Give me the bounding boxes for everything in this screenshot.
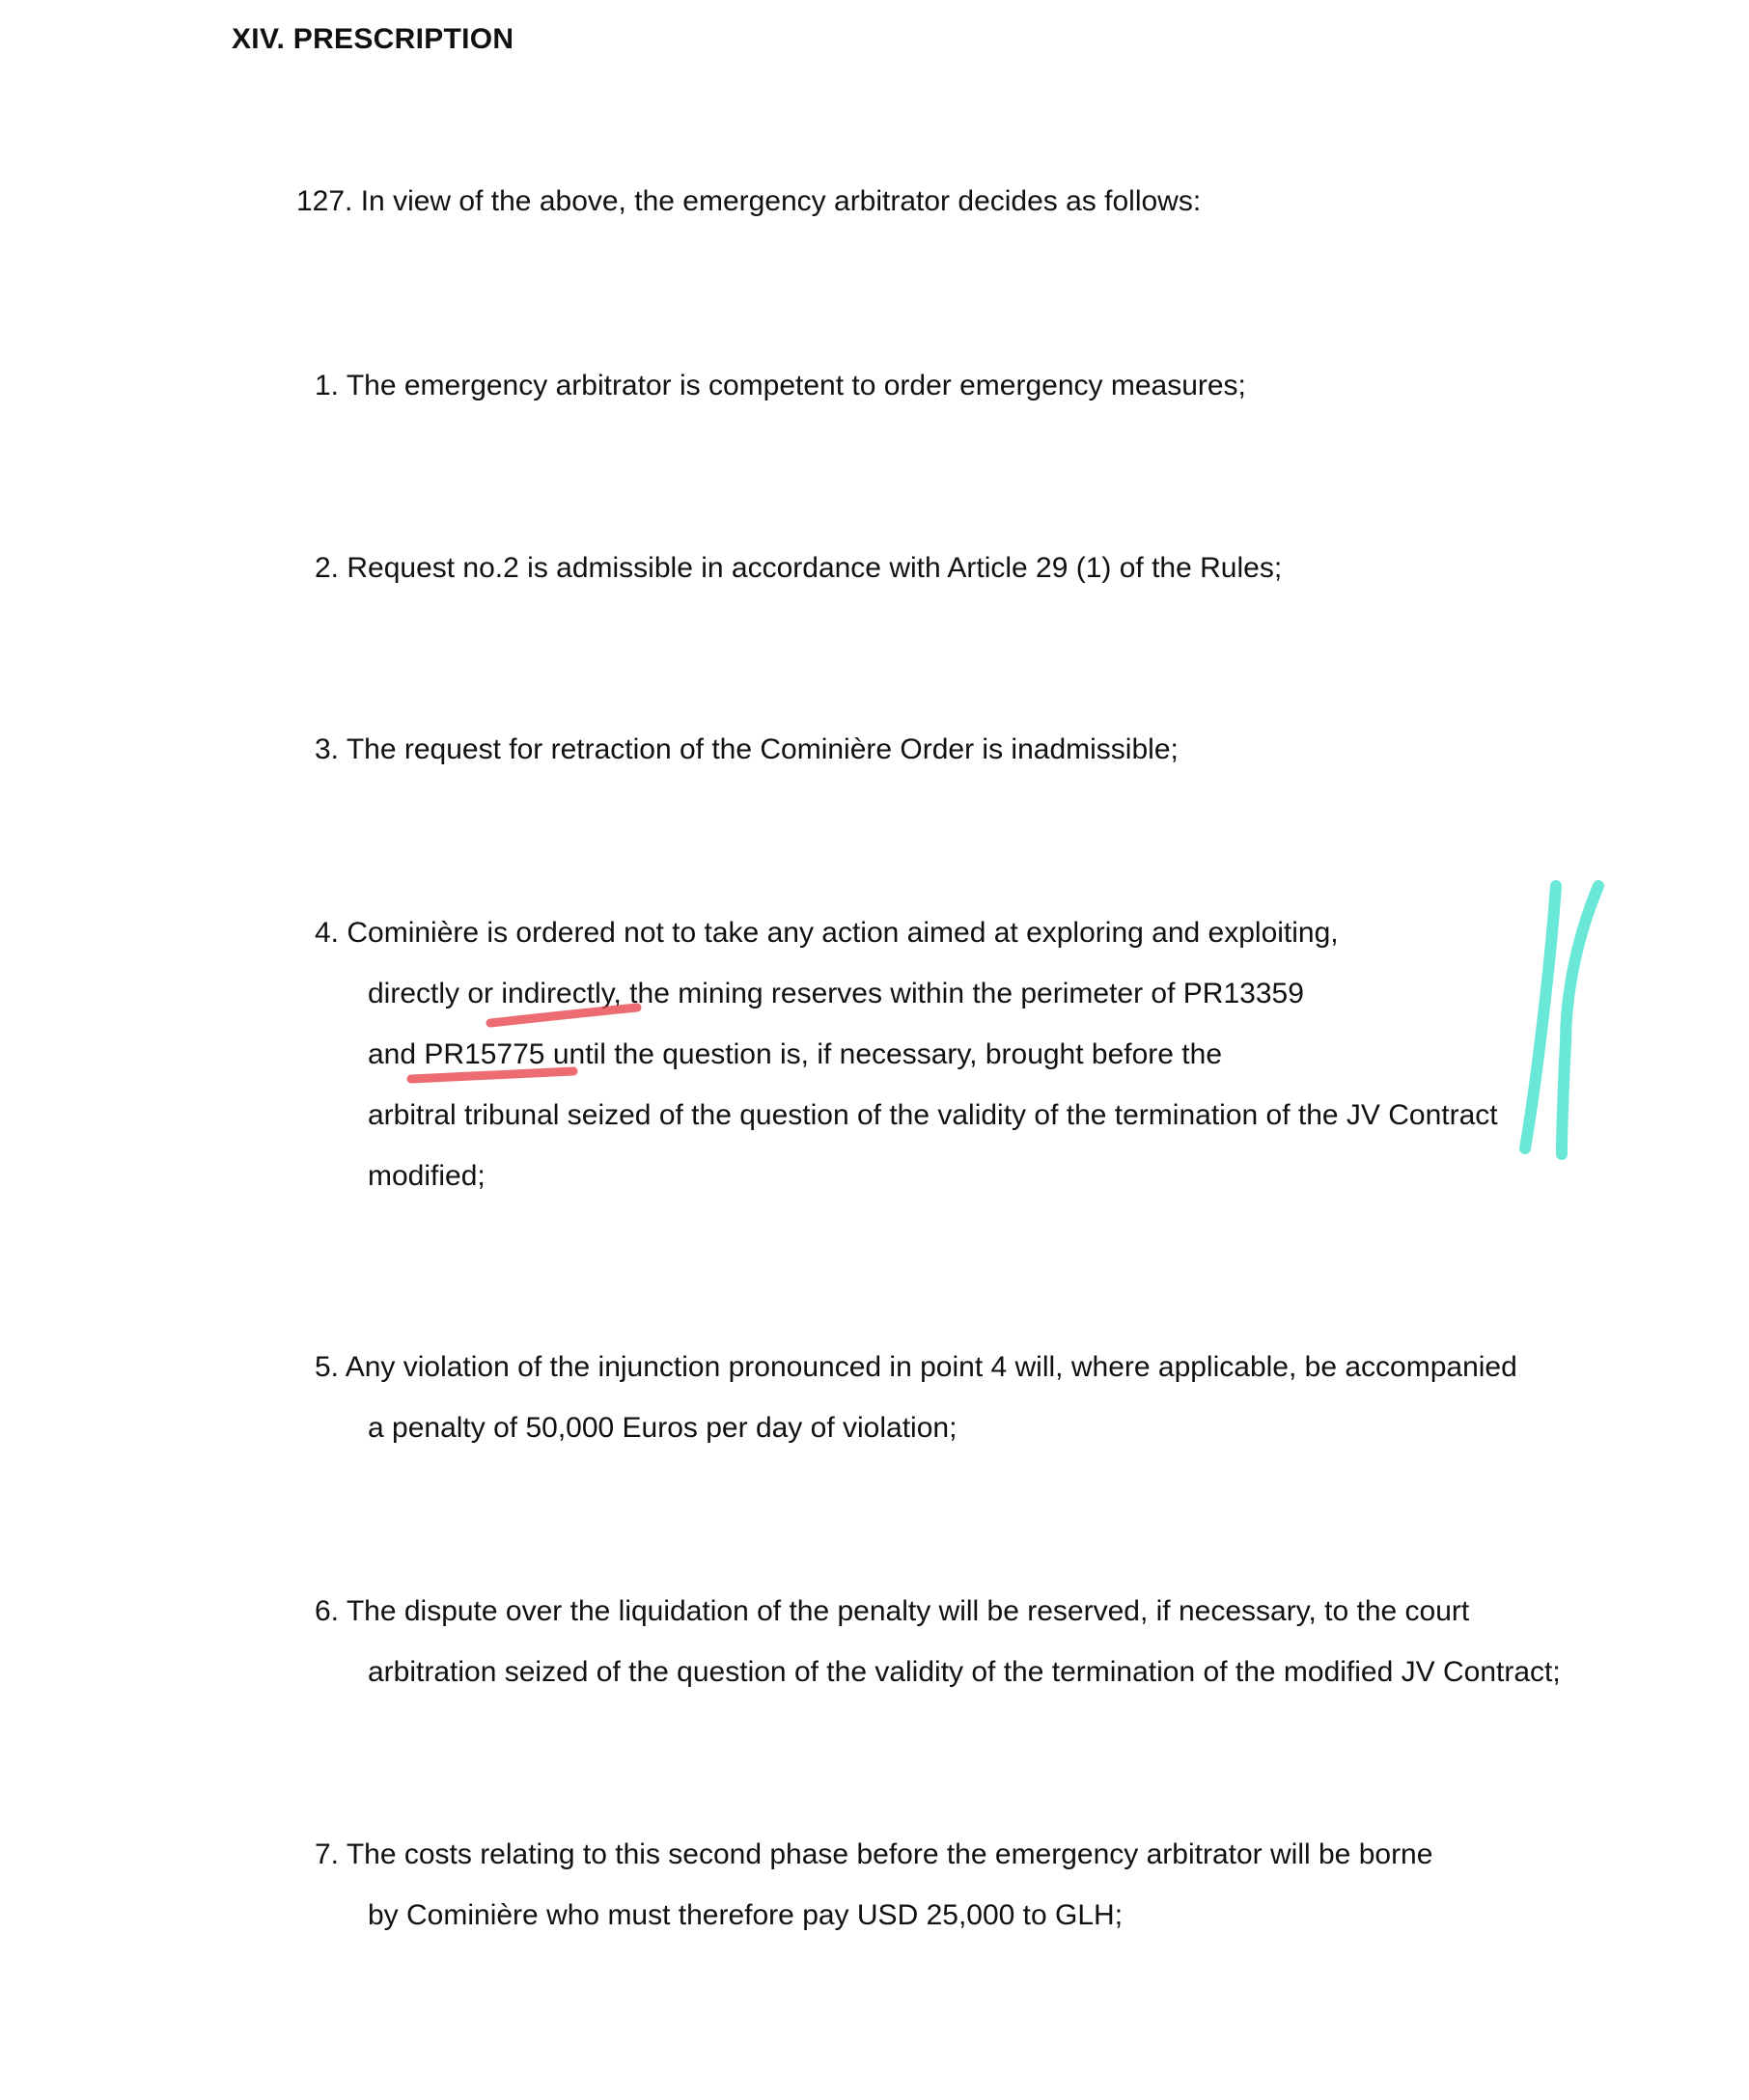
item-line: a penalty of 50,000 Euros per day of violation; [368,1412,958,1444]
section-heading: XIV. PRESCRIPTION [232,23,514,55]
item-line: arbitration seized of the question of the validity of the termination of the modified JV Contract; [368,1656,1561,1688]
item-line: by Cominière who must therefore pay USD 25,000 to GLH; [368,1899,1124,1931]
decision-item-6 [315,1581,1561,1702]
item-line: 5. Any violation of the injunction pronounced in point 4 will, where applicable, be accompanied [315,1351,1517,1383]
decision-item-7 [315,1824,1432,1946]
item-line: directly or indirectly, the mining reserves within the perimeter of PR13359 [368,978,1304,1009]
decision-item-1 [315,355,1246,416]
decision-item-2 [315,538,1282,598]
cyan-margin-mark [1525,886,1556,1148]
item-line: and PR15775 until the question is, if necessary, brought before the [368,1038,1223,1070]
decision-item-3 [315,719,1179,780]
decision-item-5 [315,1337,1517,1458]
item-line: 6. The dispute over the liquidation of the penalty will be reserved, if necessary, to the court [315,1595,1470,1627]
item-line: 7. The costs relating to this second phase before the emergency arbitrator will be borne [315,1838,1433,1870]
item-line: 4. Cominière is ordered not to take any action aimed at exploring and exploiting, [315,917,1339,949]
item-line: 3. The request for retraction of the Cominière Order is inadmissible; [315,733,1179,765]
item-line: modified; [368,1160,486,1192]
decision-item-4 [315,902,1498,1206]
intro-paragraph: 127. In view of the above, the emergency arbitrator decides as follows: [296,185,1202,217]
item-line: 2. Request no.2 is admissible in accordance with Article 29 (1) of the Rules; [315,552,1283,584]
item-line: arbitral tribunal seized of the question of the validity of the termination of the JV Contract [368,1099,1498,1131]
cyan-margin-mark [1562,886,1598,1154]
item-line: 1. The emergency arbitrator is competent to order emergency measures; [315,370,1246,401]
